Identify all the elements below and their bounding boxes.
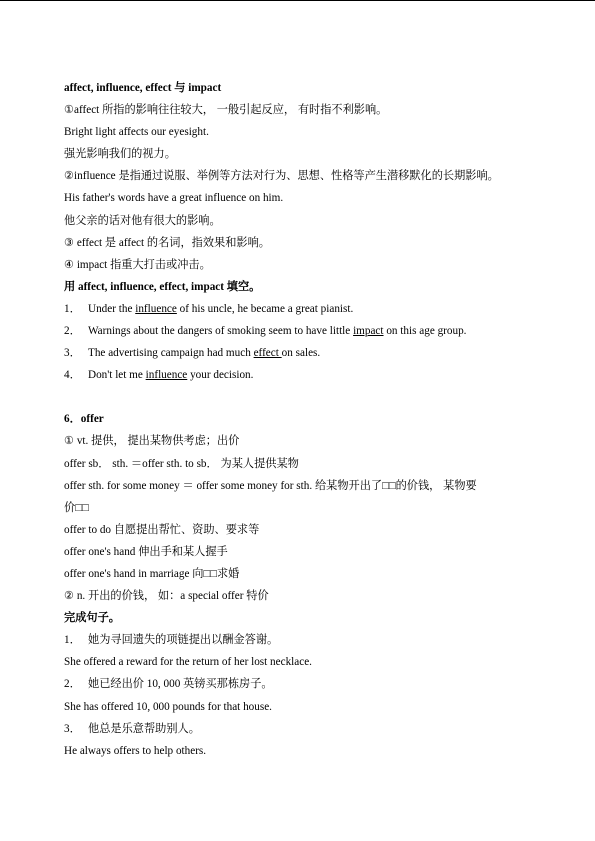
exercise-item (64, 342, 544, 364)
complete-sentences-title: 完成句子。 (64, 612, 120, 625)
document-page (64, 77, 544, 762)
section-title-affect: affect, influence, effect 与 impact (64, 82, 222, 94)
offer-usage-2-cont: 价□□ (64, 501, 89, 514)
affect-definition: ①affect 所指的影响往往较大， 一般引起反应， 有时指不利影响。 (64, 104, 388, 117)
section-title-offer: 6．offer (64, 413, 104, 426)
exercise-text: Under the (88, 302, 136, 315)
sentence-en: She has offered 10, 000 pounds for that house. (64, 700, 272, 713)
sentence-number: 1． (64, 634, 81, 647)
sentence-number: 2． (64, 678, 81, 691)
sentence-number: 3． (64, 722, 81, 735)
affect-example-zh: 强光影响我们的视力。 (64, 148, 176, 161)
top-rule (0, 0, 595, 1)
offer-noun-definition: ② n. 开出的价钱， 如：a special offer 特价 (64, 590, 269, 603)
exercise-number: 1． (64, 302, 81, 315)
exercise-answer: influence (145, 369, 188, 382)
exercise-answer: impact (353, 325, 384, 338)
sentence-en: He always offers to help others. (64, 744, 207, 757)
exercise-text: Don't let me (88, 369, 146, 382)
exercise-text: Warnings about the dangers of smoking seem to have little (88, 325, 354, 338)
exercise-answer: influence (135, 302, 177, 315)
sentence-zh-text: 她为寻回遗失的项链提出以酬金答谢。 (88, 634, 279, 647)
affect-example-en: Bright light affects our eyesight. (64, 126, 209, 139)
sentence-zh (64, 718, 544, 740)
exercise-text: The advertising campaign had much (88, 347, 254, 360)
sentence-zh-text: 他总是乐意帮助别人。 (88, 722, 200, 735)
exercise-text: of his uncle, he became a great pianist. (176, 302, 354, 315)
effect-definition: ③ effect 是 affect 的名词，指效果和影响。 (64, 236, 270, 249)
exercise-answer: effect (253, 347, 282, 360)
sentence-zh (64, 629, 544, 651)
fill-in-title: 用 affect, influence, effect, impact 填空。 (64, 280, 261, 293)
exercise-item (64, 320, 544, 342)
offer-usage-4: offer one's hand 伸出手和某人握手 (64, 545, 228, 558)
impact-definition: ④ impact 指重大打击或冲击。 (64, 258, 211, 271)
offer-usage-3: offer to do 自愿提出帮忙、资助、要求等 (64, 523, 260, 536)
exercise-number: 4． (64, 369, 81, 382)
exercise-number: 3． (64, 347, 81, 360)
exercise-text: on sales. (281, 347, 321, 360)
exercise-item (64, 364, 544, 386)
offer-usage-1: offer sb． sth. ＝offer sth. to sb． 为某人提供某物 (64, 457, 299, 470)
sentence-en: She offered a reward for the return of her lost necklace. (64, 656, 312, 669)
influence-definition: ②influence 是指通过说服、举例等方法对行为、思想、性格等产生潜移默化的长期影响。 (64, 170, 499, 183)
exercise-text: your decision. (187, 369, 254, 382)
exercise-item (64, 298, 544, 320)
sentence-zh-text: 她已经出价 10, 000 英镑买那栋房子。 (88, 678, 273, 691)
influence-example-zh: 他父亲的话对他有很大的影响。 (64, 214, 221, 227)
exercise-text: on this age group. (383, 325, 467, 338)
offer-vt-definition: ① vt. 提供， 提出某物供考虑；出价 (64, 435, 240, 448)
section-gap (64, 386, 544, 408)
influence-example-en: His father's words have a great influence on him. (64, 192, 284, 205)
sentence-zh (64, 673, 544, 695)
offer-usage-5: offer one's hand in marriage 向□□求婚 (64, 567, 240, 580)
exercise-number: 2． (64, 325, 81, 338)
offer-usage-2: offer sth. for some money ＝ offer some money for sth. 给某物开出了□□的价钱， 某物要 (64, 479, 477, 492)
